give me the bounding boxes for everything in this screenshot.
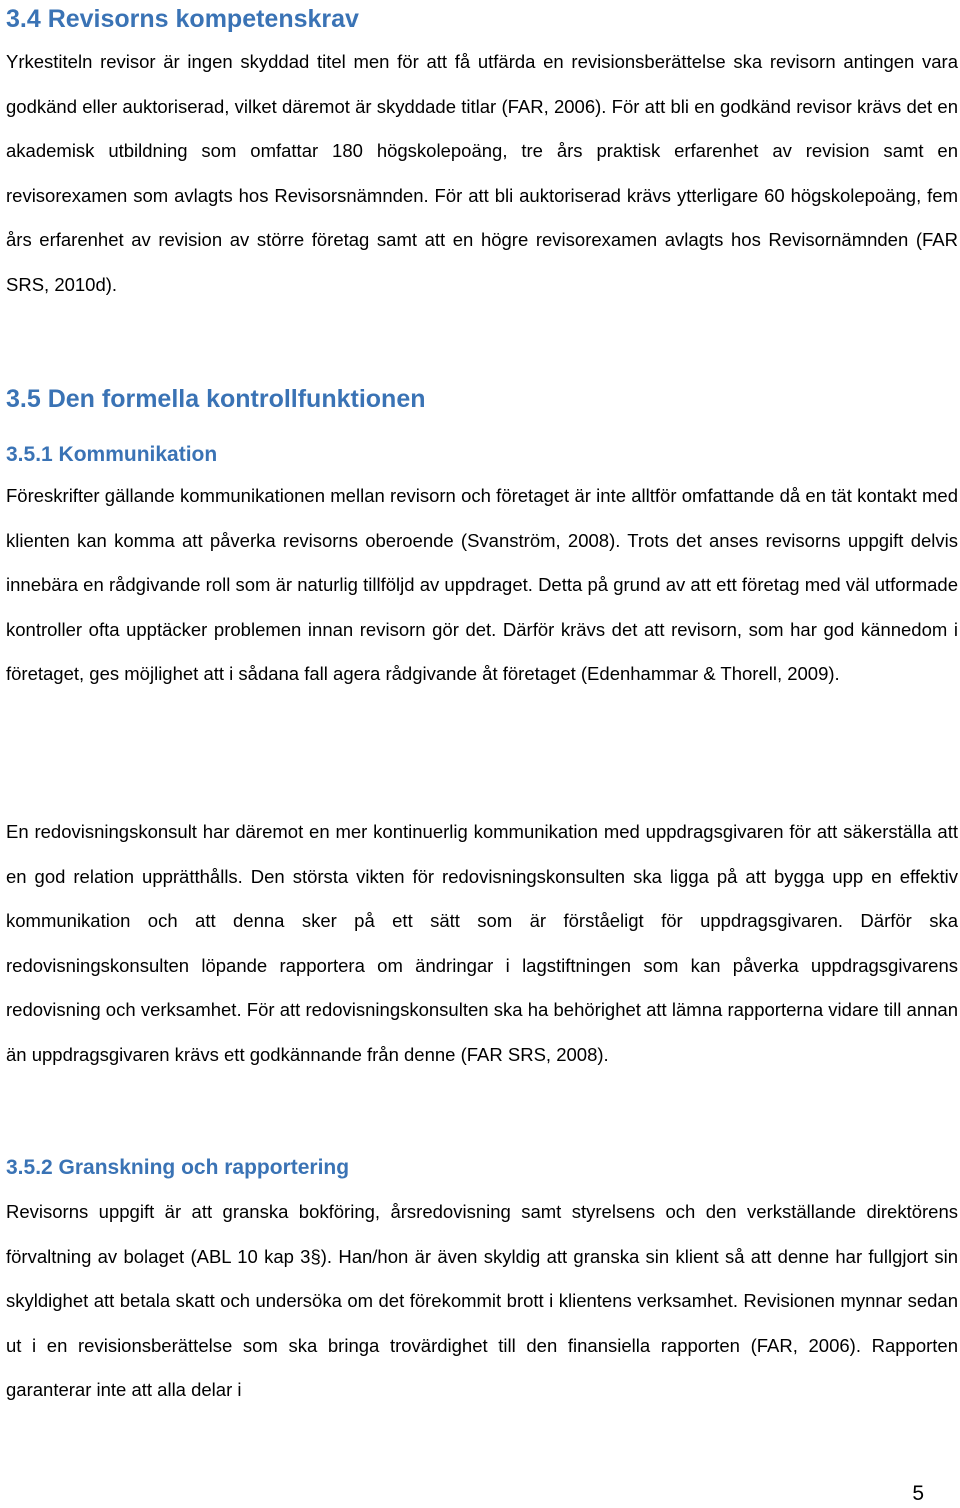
section-heading-3-5: 3.5 Den formella kontrollfunktionen [6,385,426,413]
paragraph-kommunikation-redovisningskonsult: En redovisningskonsult har däremot en mer kontinuerlig kommunikation med uppdragsgivaren för att säkerställa att en god relation upprätthålls. Den största vikten för redovisningskonsulten ska ligga på att bygga upp en effektiv kommunikation och att denna sker på ett sätt som är förståeligt för uppdragsgivaren. Därför ska redovisningskonsulten löpande rapportera om ändringar i lagstiftningen som kan påverka uppdragsgivarens redovisning och verksamhet. För att redovisningskonsulten ska ha behörighet att lämna rapporterna vidare till annan än uppdragsgivaren krävs ett godkännande från denne (FAR SRS, 2008). [6,821,958,1065]
paragraph-kommunikation-revisor: Föreskrifter gällande kommunikationen mellan revisorn och företaget är inte alltför omfattande då en tät kontakt med klienten kan komma att påverka revisorns oberoende (Svanström, 2008). Trots det anses revisorns uppgift delvis innebära en rådgivande roll som är naturlig tillföljd av uppdraget. Detta på grund av att ett företag med väl utformade kontroller ofta upptäcker problemen innan revisorn gör det. Därför krävs det att revisorn, som har god kännedom i företaget, ges möjlighet att i sådana fall agera rådgivande åt företaget (Edenhammar & Thorell, 2009). [6,485,958,685]
section-heading-3-4: 3.4 Revisorns kompetenskrav [6,5,359,33]
paragraph-revisorns-kompetenskrav: Yrkestiteln revisor är ingen skyddad titel men för att få utfärda en revisionsberättelse ska revisorn antingen vara godkänd eller auktoriserad, vilket däremot är skyddade titlar (FAR, 2006). För att bli en godkänd revisor krävs det en akademisk utbildning som omfattar 180 högskolepoäng, tre års praktisk erfarenhet av revision samt en revisorexamen som avlagts hos Revisorsnämnden. För att bli auktoriserad krävs ytterligare 60 högskolepoäng, fem års erfarenhet av revision av större företag samt att en högre revisorexamen avlagts hos Revisornämnden (FAR SRS, 2010d). [6,51,958,295]
subsection-heading-3-5-1: 3.5.1 Kommunikation [6,443,218,466]
page-number: 5 [912,1482,924,1505]
paragraph-granskning-rapportering: Revisorns uppgift är att granska bokföring, årsredovisning samt styrelsens och den verkställande direktörens förvaltning av bolaget (ABL 10 kap 3§). Han/hon är även skyldig att granska sin klient så att denne har fullgjort sin skyldighet att betala skatt och undersöka om det förekommit brott i klientens verksamhet. Revisionen mynnar sedan ut i en revisionsberättelse som ska bringa trovärdighet till den finansiella rapporten (FAR, 2006). Rapporten garanterar inte att alla delar i [6,1201,958,1401]
subsection-heading-3-5-2: 3.5.2 Granskning och rapportering [6,1156,350,1179]
